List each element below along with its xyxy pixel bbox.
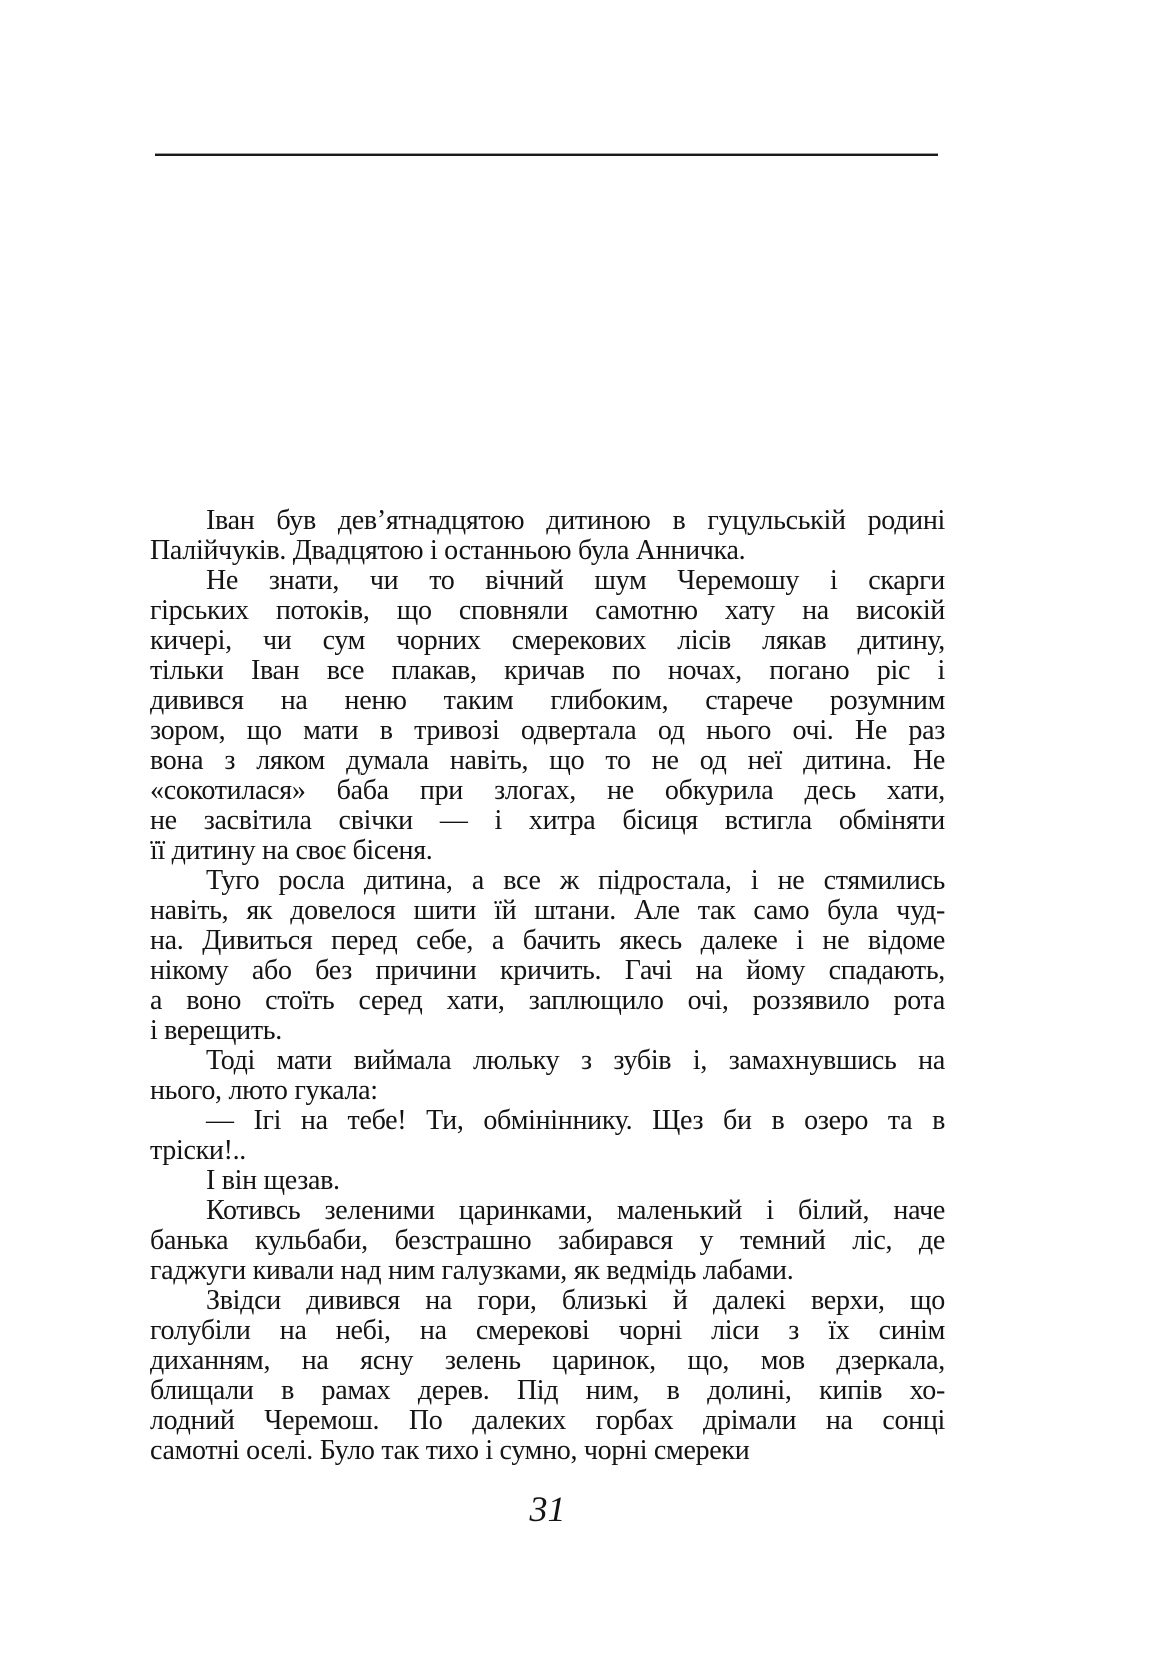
text-line: Палійчуків. Двадцятою і останньою була Анничка. (150, 535, 746, 566)
text-line: лодний Черемош. По далеких горбах дрімали на сонці (150, 1405, 945, 1436)
text-line: Не знати, чи то вічний шум Черемошу і скарги (206, 565, 945, 596)
text-line: гірських потоків, що сповняли самотню хату на високій (150, 595, 945, 626)
text-line: зором, що мати в тривозі одвертала од нього очі. Не раз (150, 715, 945, 746)
paragraph (150, 866, 945, 1046)
text-line: і верещить. (150, 1015, 282, 1046)
paragraph (150, 1166, 945, 1196)
page-text-block (150, 506, 945, 1466)
paragraph (150, 566, 945, 866)
text-line: тільки Іван все плакав, кричав по ночах, погано ріс і (150, 655, 945, 686)
text-line: голубіли на небі, на смерекові чорні ліси з їх синім (150, 1315, 945, 1346)
paragraph (150, 1286, 945, 1466)
page-header-rule (155, 153, 938, 156)
text-line: Туго росла дитина, а все ж підростала, і не стямились (206, 865, 945, 896)
text-line: тріски!.. (150, 1135, 246, 1166)
text-line: дивився на неню таким глибоким, старече розумним (150, 685, 945, 716)
text-line: — Ігі на тебе! Ти, обмініннику. Щез би в озеро та в (206, 1105, 945, 1136)
text-line: Тоді мати виймала люльку з зубів і, замахнувшись на (206, 1045, 945, 1076)
paragraph (150, 1046, 945, 1106)
text-line: навіть, як довелося шити їй штани. Але так само була чуд- (150, 895, 945, 926)
text-line: вона з ляком думала навіть, що то не од неї дитина. Не (150, 745, 945, 776)
paragraph (150, 506, 945, 566)
text-line: нікому або без причини кричить. Гачі на йому спадають, (150, 955, 945, 986)
text-line: банька кульбаби, безстрашно забирався у темний ліс, де (150, 1225, 945, 1256)
text-line: гаджуги кивали над ним галузками, як ведмідь лабами. (150, 1255, 794, 1286)
paragraph (150, 1106, 945, 1166)
text-line: самотні оселі. Було так тихо і сумно, чорні смереки (150, 1435, 750, 1466)
text-line: а воно стоїть серед хати, заплющило очі, роззявило рота (150, 985, 945, 1016)
text-line: Звідси дивився на гори, близькі й далекі верхи, що (206, 1285, 945, 1316)
text-line: блищали в рамах дерев. Під ним, в долині, кипів хо- (150, 1375, 945, 1406)
text-line: І він щезав. (206, 1165, 340, 1196)
text-line: її дитину на своє бісеня. (150, 835, 433, 866)
text-line: кичері, чи сум чорних смерекових лісів лякав дитину, (150, 625, 945, 656)
page-number: 31 (529, 1489, 566, 1529)
text-line: «сокотилася» баба при злогах, не обкурила десь хати, (150, 775, 945, 806)
text-line: диханням, на ясну зелень царинок, що, мов дзеркала, (150, 1345, 945, 1376)
text-line: на. Дивиться перед себе, а бачить якесь далеке і не відоме (150, 925, 945, 956)
text-line: нього, люто гукала: (150, 1075, 378, 1106)
text-line: Котивсь зеленими царинками, маленький і білий, наче (206, 1195, 945, 1226)
text-line: не засвітила свічки — і хитра бісиця встигла обміняти (150, 805, 945, 836)
text-line: Іван був дев’ятнадцятою дитиною в гуцульській родині (206, 505, 945, 536)
paragraph (150, 1196, 945, 1286)
